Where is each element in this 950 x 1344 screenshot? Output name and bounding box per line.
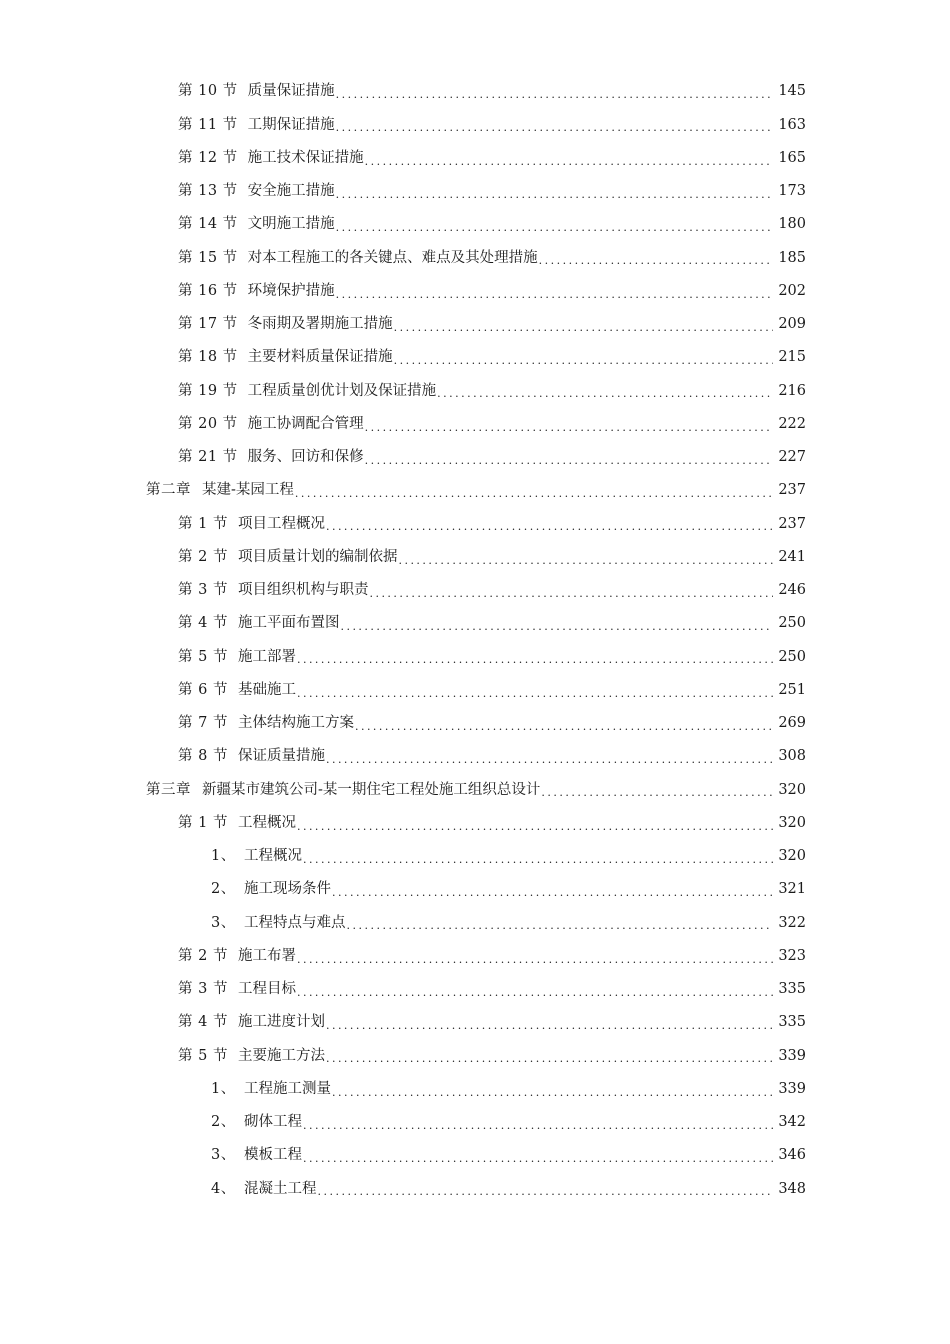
toc-entry-number: 第 13 节 <box>178 183 238 200</box>
toc-entry-number: 第 14 节 <box>178 216 238 233</box>
toc-entry-section[interactable] <box>0 674 950 707</box>
toc-entry-line <box>178 550 950 565</box>
toc-entry-section[interactable] <box>0 574 950 607</box>
toc-entry-title: 工程质量创优计划及保证措施 <box>247 382 437 399</box>
toc-dot-leader <box>336 189 773 200</box>
toc-entry-number: 第 7 节 <box>178 715 228 732</box>
toc-entry-line <box>211 1082 950 1097</box>
toc-dot-leader <box>326 521 773 532</box>
toc-dot-leader <box>541 787 773 798</box>
toc-dot-leader <box>394 322 773 333</box>
toc-entry-title: 项目组织机构与职责 <box>237 582 369 599</box>
toc-dot-leader <box>326 754 773 765</box>
toc-entry-page-number: 339 <box>778 1080 806 1097</box>
toc-entry-line <box>211 1182 950 1197</box>
toc-entry-number: 第 5 节 <box>178 648 228 665</box>
toc-entry-line <box>211 1115 950 1130</box>
toc-dot-leader <box>365 422 773 433</box>
toc-entry-page-number: 215 <box>778 349 806 366</box>
toc-entry-number: 第 2 节 <box>178 947 228 964</box>
toc-entry-section[interactable] <box>0 640 950 673</box>
toc-entry-section[interactable] <box>0 408 950 441</box>
toc-entry-title: 砌体工程 <box>244 1114 302 1131</box>
toc-entry-section[interactable] <box>0 142 950 175</box>
toc-entry-page-number: 320 <box>778 814 806 831</box>
toc-entry-title: 模板工程 <box>244 1147 302 1164</box>
toc-entry-number: 第 2 节 <box>178 548 228 565</box>
toc-entry-title: 工程特点与难点 <box>244 914 346 931</box>
toc-entry-title: 施工部署 <box>237 648 296 665</box>
toc-dot-leader <box>340 621 773 632</box>
toc-entry-line <box>178 982 950 997</box>
toc-entry-section[interactable] <box>0 241 950 274</box>
toc-dot-leader <box>297 987 773 998</box>
toc-entry-page-number: 237 <box>778 482 806 499</box>
toc-entry-line <box>178 84 950 99</box>
toc-entry-number: 第 20 节 <box>178 415 238 432</box>
toc-entry-line <box>211 849 950 864</box>
toc-dot-leader <box>332 1087 773 1098</box>
toc-entry-page-number: 321 <box>778 881 806 898</box>
toc-dot-leader <box>336 289 773 300</box>
toc-entry-number: 第 12 节 <box>178 149 238 166</box>
toc-entry-section[interactable] <box>0 607 950 640</box>
toc-entry-title: 施工技术保证措施 <box>247 149 364 166</box>
toc-entry-number: 3、 <box>211 914 236 931</box>
toc-dot-leader <box>318 1186 774 1197</box>
toc-entry-page-number: 202 <box>778 282 806 299</box>
toc-entry-item[interactable] <box>0 1106 950 1139</box>
toc-entry-title: 环境保护措施 <box>247 282 335 299</box>
toc-entry-line <box>178 650 950 665</box>
toc-entry-title: 安全施工措施 <box>247 183 335 200</box>
toc-entry-item[interactable] <box>0 1073 950 1106</box>
toc-entry-item[interactable] <box>0 873 950 906</box>
toc-entry-number: 第 21 节 <box>178 449 238 466</box>
toc-entry-page-number: 163 <box>778 116 806 133</box>
toc-dot-leader <box>297 954 773 965</box>
toc-entry-line <box>178 816 950 831</box>
toc-entry-number: 第 18 节 <box>178 349 238 366</box>
toc-entry-page-number: 241 <box>778 548 806 565</box>
toc-entry-title: 冬雨期及署期施工措施 <box>247 316 393 333</box>
toc-entry-line <box>178 583 950 598</box>
toc-entry-line <box>211 882 950 897</box>
toc-entry-section[interactable] <box>0 108 950 141</box>
toc-entry-section[interactable] <box>0 940 950 973</box>
toc-entry-number: 第 1 节 <box>178 515 228 532</box>
toc-entry-page-number: 216 <box>778 382 806 399</box>
toc-dot-leader <box>369 588 773 599</box>
toc-entry-page-number: 237 <box>778 515 806 532</box>
toc-entry-line <box>178 616 950 631</box>
toc-dot-leader <box>297 688 773 699</box>
toc-entry-line <box>178 716 950 731</box>
toc-entry-line <box>178 683 950 698</box>
toc-entry-number: 第 11 节 <box>178 116 238 133</box>
toc-entry-line <box>178 450 950 465</box>
toc-dot-leader <box>437 388 773 399</box>
toc-dot-leader <box>336 122 773 133</box>
toc-entry-number: 第 15 节 <box>178 249 238 266</box>
toc-entry-number: 第三章 <box>146 781 191 798</box>
toc-dot-leader <box>332 887 773 898</box>
toc-entry-page-number: 320 <box>778 781 806 798</box>
toc-entry-section[interactable] <box>0 541 950 574</box>
toc-entry-number: 3、 <box>211 1147 236 1164</box>
toc-entry-line <box>178 217 950 232</box>
toc-entry-number: 第 16 节 <box>178 282 238 299</box>
toc-entry-page-number: 185 <box>778 249 806 266</box>
toc-entry-page-number: 209 <box>778 316 806 333</box>
toc-entry-title: 对本工程施工的各关键点、难点及其处理措施 <box>247 249 538 266</box>
toc-entry-item[interactable] <box>0 840 950 873</box>
toc-entry-item[interactable] <box>0 1172 950 1205</box>
toc-entry-line <box>211 1148 950 1163</box>
toc-dot-leader <box>336 222 773 233</box>
toc-entry-line <box>146 783 950 798</box>
toc-entry-section[interactable] <box>0 1006 950 1039</box>
toc-entry-line <box>178 350 950 365</box>
toc-entry-page-number: 320 <box>778 848 806 865</box>
toc-entry-line <box>178 384 950 399</box>
toc-entry-page-number: 308 <box>778 748 806 765</box>
toc-entry-page-number: 227 <box>778 449 806 466</box>
toc-entry-title: 施工协调配合管理 <box>247 415 364 432</box>
toc-dot-leader <box>355 721 773 732</box>
toc-entry-number: 2、 <box>211 1114 236 1131</box>
toc-entry-item[interactable] <box>0 906 950 939</box>
toc-entry-line <box>178 184 950 199</box>
toc-entry-title: 工期保证措施 <box>247 116 335 133</box>
toc-dot-leader <box>365 455 773 466</box>
toc-entry-line <box>178 749 950 764</box>
toc-entry-chapter[interactable] <box>0 474 950 507</box>
toc-entry-title: 施工进度计划 <box>237 1014 325 1031</box>
toc-entry-line <box>178 251 950 266</box>
toc-entry-section[interactable] <box>0 175 950 208</box>
toc-entry-page-number: 322 <box>778 914 806 931</box>
toc-dot-leader <box>539 255 773 266</box>
toc-dot-leader <box>297 821 773 832</box>
toc-entry-page-number: 339 <box>778 1047 806 1064</box>
toc-entry-line <box>211 916 950 931</box>
toc-dot-leader <box>336 89 773 100</box>
toc-entry-title: 某建-某园工程 <box>202 482 294 499</box>
toc-entry-section[interactable] <box>0 707 950 740</box>
toc-entry-line <box>178 1049 950 1064</box>
toc-entry-page-number: 173 <box>778 183 806 200</box>
table-of-contents <box>0 75 950 1206</box>
toc-dot-leader <box>394 355 773 366</box>
toc-entry-page-number: 251 <box>778 681 806 698</box>
toc-entry-section[interactable] <box>0 973 950 1006</box>
toc-entry-title: 施工平面布置图 <box>237 615 340 632</box>
toc-entry-number: 第 1 节 <box>178 814 228 831</box>
toc-entry-title: 工程目标 <box>237 981 296 998</box>
toc-entry-number: 4、 <box>211 1180 236 1197</box>
toc-entry-section[interactable] <box>0 1039 950 1072</box>
toc-entry-title: 施工布署 <box>237 947 296 964</box>
toc-entry-line <box>178 417 950 432</box>
toc-entry-section[interactable] <box>0 374 950 407</box>
toc-entry-number: 第二章 <box>146 482 191 499</box>
toc-entry-section[interactable] <box>0 740 950 773</box>
toc-entry-number: 第 19 节 <box>178 382 238 399</box>
toc-entry-page-number: 180 <box>778 216 806 233</box>
toc-entry-title: 主体结构施工方案 <box>237 715 354 732</box>
toc-entry-line <box>178 151 950 166</box>
toc-entry-section[interactable] <box>0 507 950 540</box>
toc-entry-number: 2、 <box>211 881 236 898</box>
toc-entry-title: 工程概况 <box>244 848 302 865</box>
toc-entry-page-number: 348 <box>778 1180 806 1197</box>
toc-entry-number: 第 5 节 <box>178 1047 228 1064</box>
toc-entry-page-number: 335 <box>778 1014 806 1031</box>
toc-entry-title: 服务、回访和保修 <box>247 449 364 466</box>
toc-dot-leader <box>303 1120 773 1131</box>
toc-entry-title: 文明施工措施 <box>247 216 335 233</box>
toc-entry-page-number: 323 <box>778 947 806 964</box>
toc-entry-line <box>178 949 950 964</box>
toc-entry-page-number: 342 <box>778 1114 806 1131</box>
toc-entry-line <box>178 284 950 299</box>
toc-entry-number: 第 6 节 <box>178 681 228 698</box>
toc-entry-page-number: 165 <box>778 149 806 166</box>
toc-entry-section[interactable] <box>0 341 950 374</box>
toc-entry-item[interactable] <box>0 1139 950 1172</box>
toc-entry-title: 新疆某市建筑公司-某一期住宅工程处施工组织总设计 <box>202 781 541 798</box>
toc-entry-number: 第 3 节 <box>178 981 228 998</box>
toc-entry-line <box>178 118 950 133</box>
toc-dot-leader <box>326 1053 773 1064</box>
toc-dot-leader <box>326 1020 773 1031</box>
toc-entry-section[interactable] <box>0 75 950 108</box>
toc-entry-title: 主要材料质量保证措施 <box>247 349 393 366</box>
toc-entry-number: 第 4 节 <box>178 1014 228 1031</box>
toc-dot-leader <box>295 488 773 499</box>
toc-entry-line <box>146 483 950 498</box>
toc-entry-page-number: 145 <box>778 83 806 100</box>
toc-entry-title: 施工现场条件 <box>244 881 331 898</box>
toc-entry-number: 第 4 节 <box>178 615 228 632</box>
toc-entry-page-number: 346 <box>778 1147 806 1164</box>
toc-entry-title: 项目质量计划的编制依据 <box>237 548 398 565</box>
toc-entry-title: 工程施工测量 <box>244 1080 331 1097</box>
toc-entry-section[interactable] <box>0 275 950 308</box>
toc-entry-number: 1、 <box>211 848 236 865</box>
toc-dot-leader <box>365 156 773 167</box>
toc-dot-leader <box>303 1153 773 1164</box>
toc-entry-page-number: 250 <box>778 615 806 632</box>
toc-entry-title: 保证质量措施 <box>237 748 325 765</box>
toc-dot-leader <box>303 854 773 865</box>
toc-entry-title: 基础施工 <box>237 681 296 698</box>
toc-entry-page-number: 335 <box>778 981 806 998</box>
toc-entry-number: 1、 <box>211 1080 236 1097</box>
toc-dot-leader <box>398 555 773 566</box>
toc-entry-number: 第 3 节 <box>178 582 228 599</box>
toc-entry-number: 第 8 节 <box>178 748 228 765</box>
toc-entry-title: 混凝土工程 <box>244 1180 317 1197</box>
toc-entry-title: 质量保证措施 <box>247 83 335 100</box>
toc-entry-chapter[interactable] <box>0 773 950 806</box>
toc-entry-title: 主要施工方法 <box>237 1047 325 1064</box>
toc-entry-section[interactable] <box>0 308 950 341</box>
toc-entry-number: 第 17 节 <box>178 316 238 333</box>
toc-entry-line <box>178 517 950 532</box>
toc-entry-section[interactable] <box>0 208 950 241</box>
toc-dot-leader <box>297 654 773 665</box>
toc-dot-leader <box>347 920 774 931</box>
toc-entry-title: 项目工程概况 <box>237 515 325 532</box>
toc-entry-page-number: 269 <box>778 715 806 732</box>
toc-entry-page-number: 222 <box>778 415 806 432</box>
toc-entry-number: 第 10 节 <box>178 83 238 100</box>
toc-entry-title: 工程概况 <box>237 814 296 831</box>
toc-entry-page-number: 250 <box>778 648 806 665</box>
toc-entry-section[interactable] <box>0 807 950 840</box>
toc-entry-page-number: 246 <box>778 582 806 599</box>
toc-entry-line <box>178 317 950 332</box>
toc-entry-line <box>178 1015 950 1030</box>
toc-entry-section[interactable] <box>0 441 950 474</box>
